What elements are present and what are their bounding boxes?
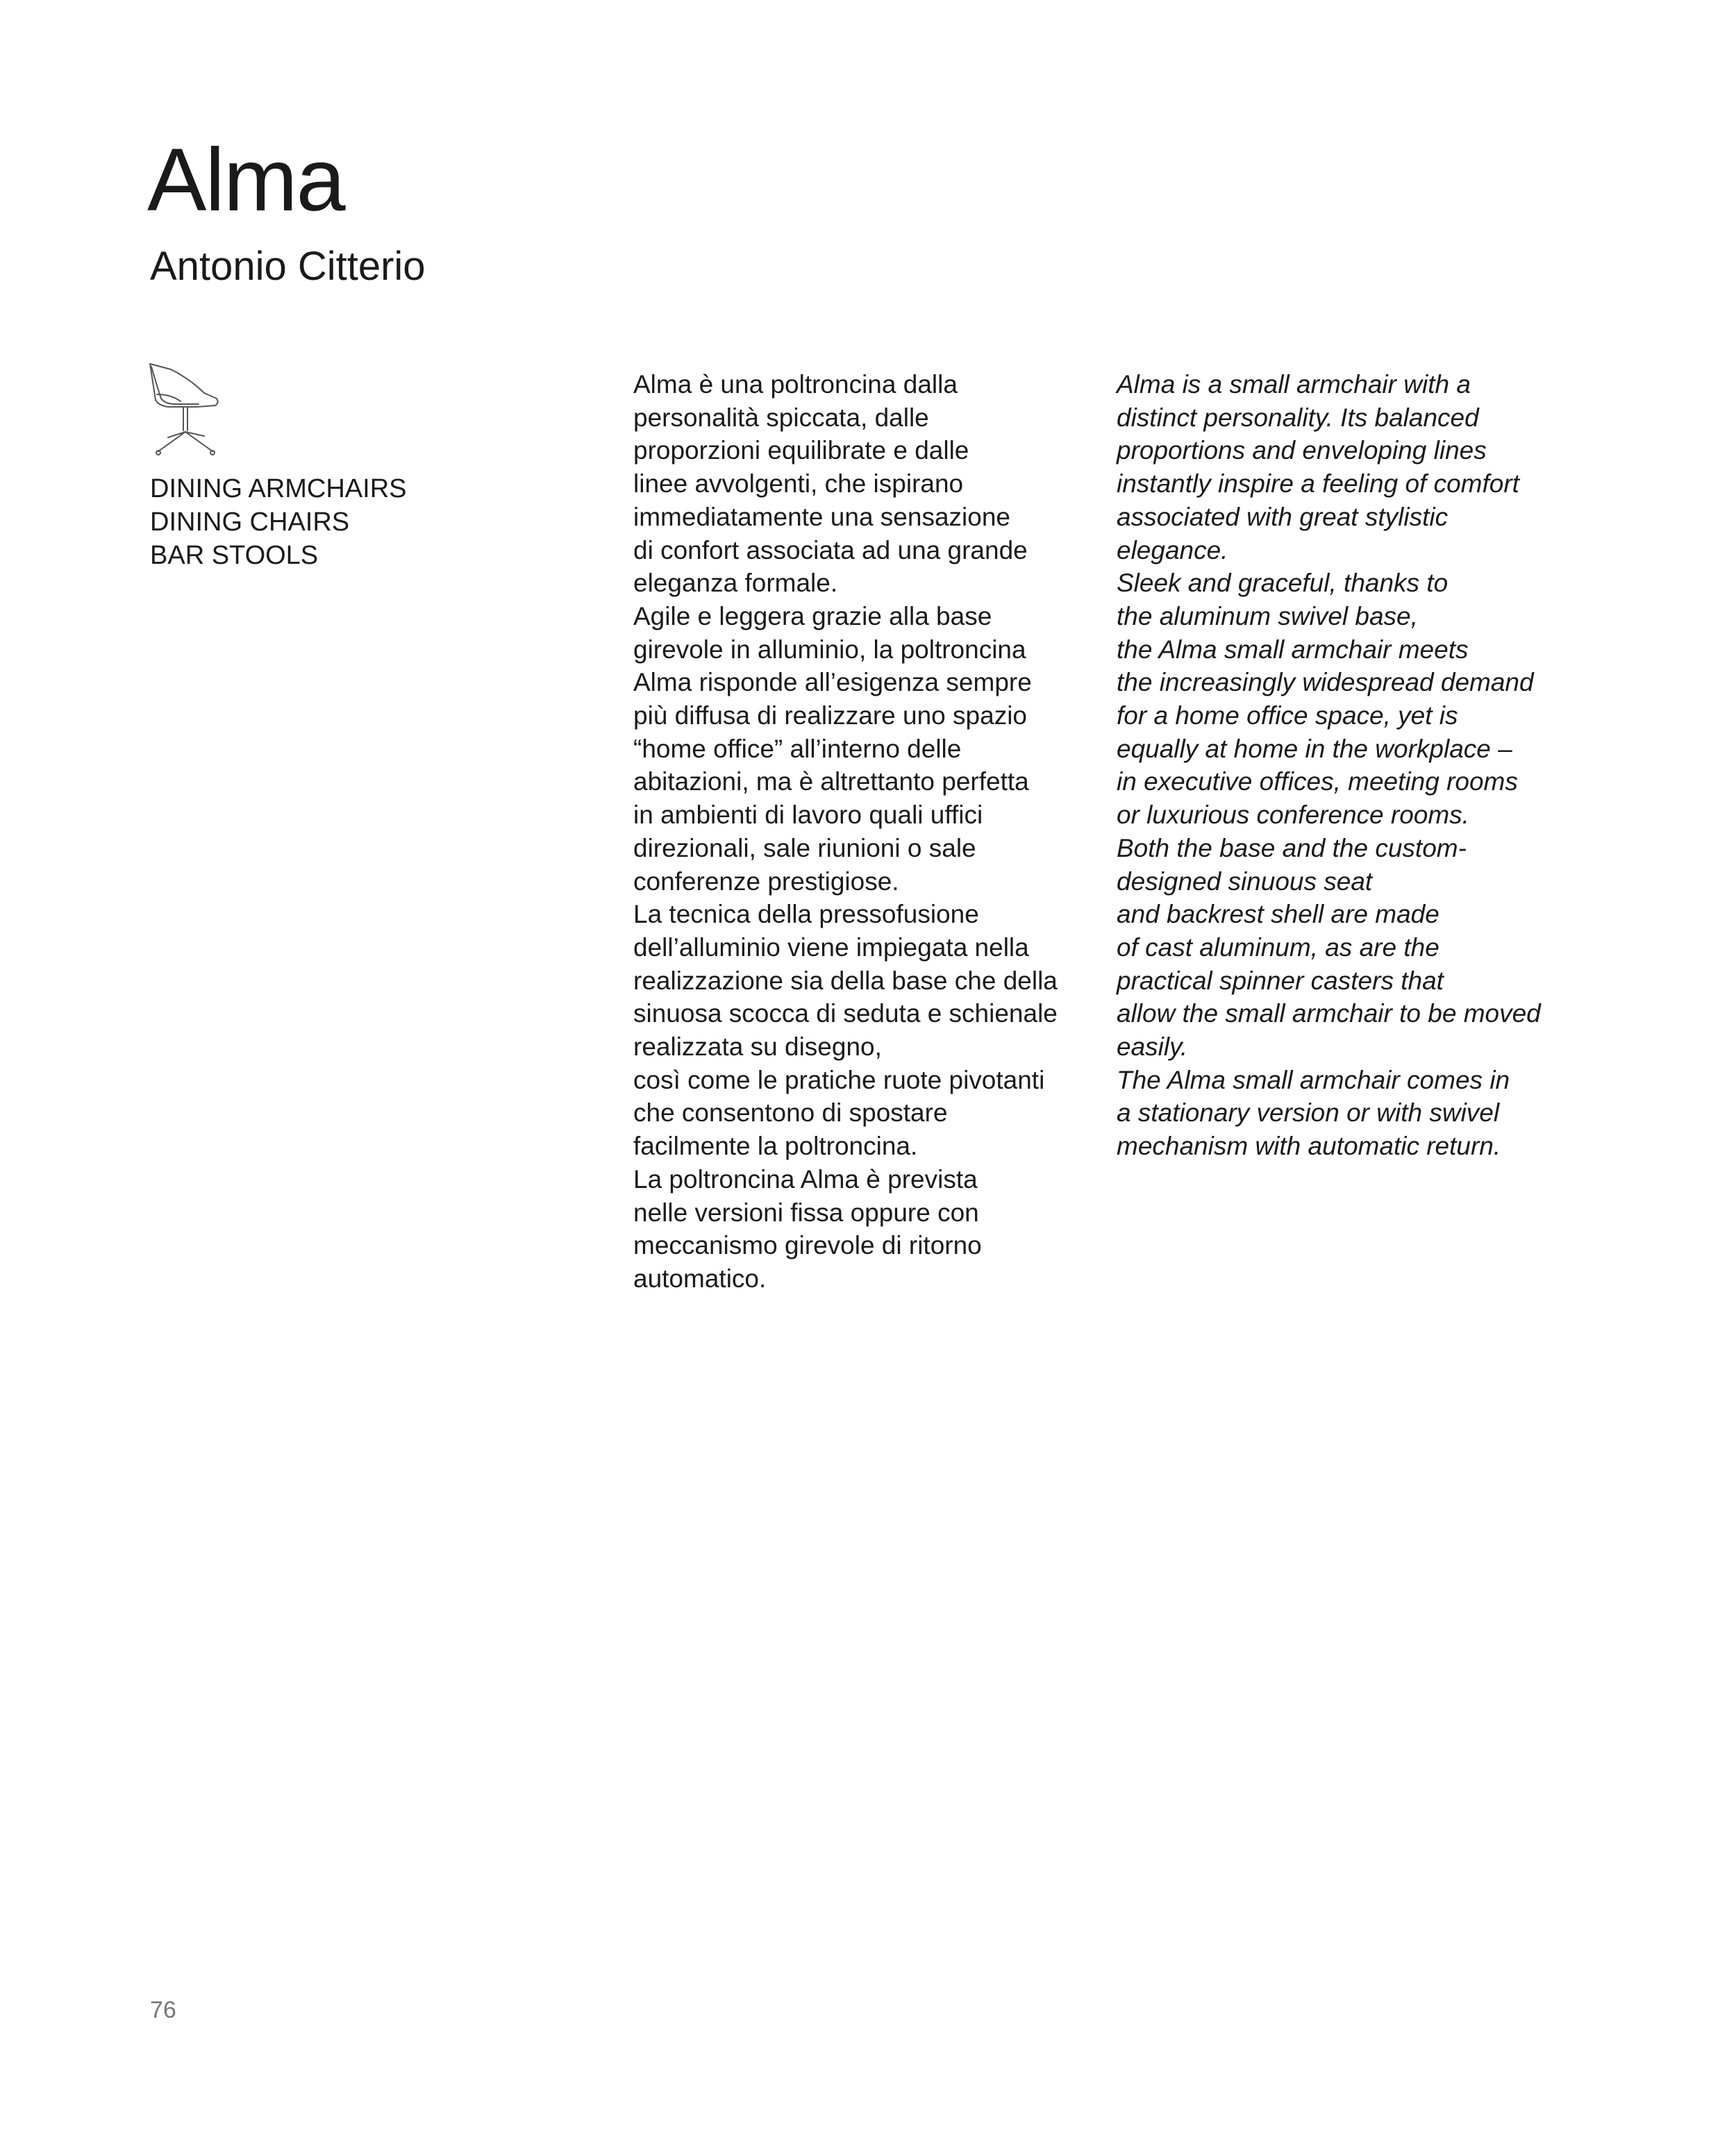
text-line: personalità spiccata, dalle xyxy=(633,403,929,432)
text-line: in ambienti di lavoro quali uffici xyxy=(633,801,983,830)
text-line: La poltroncina Alma è prevista xyxy=(633,1164,978,1194)
text-line: Alma risponde all’esigenza sempre xyxy=(633,668,1032,697)
text-line: proporzioni equilibrate e dalle xyxy=(633,436,969,465)
text-line: dell’alluminio viene impiegata nella xyxy=(633,932,1029,962)
text-line: “home office” all’interno delle xyxy=(633,734,962,763)
text-line: and backrest shell are made xyxy=(1117,900,1439,929)
text-line: così come le pratiche ruote pivotanti xyxy=(633,1065,1045,1094)
text-line: in executive offices, meeting rooms xyxy=(1117,767,1518,796)
english-description xyxy=(1117,368,1589,1163)
text-line: Alma è una poltroncina dalla xyxy=(633,370,958,399)
text-line: che consentono di spostare xyxy=(633,1098,948,1128)
text-line: linee avvolgenti, che ispirano xyxy=(633,469,964,499)
page-number: 76 xyxy=(150,1997,176,2023)
text-line: of cast aluminum, as are the xyxy=(1117,932,1439,962)
text-line: Sleek and graceful, thanks to xyxy=(1117,569,1449,598)
text-line: Agile e leggera grazie alla base xyxy=(633,601,992,630)
text-line: allow the small armchair to be moved xyxy=(1117,999,1541,1028)
text-line: realizzazione sia della base che della xyxy=(633,966,1058,995)
swivel-armchair-icon xyxy=(147,362,224,460)
text-line: La tecnica della pressofusione xyxy=(633,900,979,929)
text-line: elegance. xyxy=(1117,535,1228,564)
text-line: immediatamente una sensazione xyxy=(633,502,1010,531)
text-line: Alma is a small armchair with a xyxy=(1117,370,1471,399)
text-line: equally at home in the workplace – xyxy=(1117,734,1512,763)
text-line: abitazioni, ma è altrettanto perfetta xyxy=(633,767,1029,796)
italian-description xyxy=(633,368,1092,1296)
text-line: di confort associata ad una grande xyxy=(633,535,1028,564)
text-line: realizzata su disegno, xyxy=(633,1032,882,1062)
text-line: automatico. xyxy=(633,1264,767,1293)
text-line: eleganza formale. xyxy=(633,569,838,598)
text-line: nelle versioni fissa oppure con xyxy=(633,1198,979,1227)
text-line: instantly inspire a feeling of comfort xyxy=(1117,469,1519,499)
category-item: BAR STOOLS xyxy=(150,541,319,570)
category-list xyxy=(150,472,406,572)
text-line: proportions and enveloping lines xyxy=(1117,436,1487,465)
text-line: associated with great stylistic xyxy=(1117,502,1449,531)
text-line: distinct personality. Its balanced xyxy=(1117,403,1479,432)
text-line: conferenze prestigiose. xyxy=(633,867,899,896)
text-line: practical spinner casters that xyxy=(1117,966,1444,995)
text-line: Both the base and the custom- xyxy=(1117,833,1467,862)
text-line: mechanism with automatic return. xyxy=(1117,1132,1501,1161)
text-line: easily. xyxy=(1117,1032,1188,1062)
text-line: a stationary version or with swivel xyxy=(1117,1098,1500,1128)
text-line: più diffusa di realizzare uno spazio xyxy=(633,701,1027,730)
page-title: Alma xyxy=(147,131,344,230)
text-line: girevole in alluminio, la poltroncina xyxy=(633,635,1026,664)
text-line: or luxurious conference rooms. xyxy=(1117,801,1469,830)
category-item: DINING ARMCHAIRS xyxy=(150,474,407,503)
text-line: the aluminum swivel base, xyxy=(1117,601,1418,630)
designer-name: Antonio Citterio xyxy=(150,244,426,289)
text-line: the Alma small armchair meets xyxy=(1117,635,1469,664)
text-line: for a home office space, yet is xyxy=(1117,701,1458,730)
text-line: designed sinuous seat xyxy=(1117,867,1373,896)
text-line: direzionali, sale riunioni o sale xyxy=(633,833,976,862)
text-line: The Alma small armchair comes in xyxy=(1117,1065,1510,1094)
text-line: facilmente la poltroncina. xyxy=(633,1132,918,1161)
text-line: sinuosa scocca di seduta e schienale xyxy=(633,999,1058,1028)
category-item: DINING CHAIRS xyxy=(150,508,350,537)
text-line: the increasingly widespread demand xyxy=(1117,668,1534,697)
text-line: meccanismo girevole di ritorno xyxy=(633,1231,982,1260)
